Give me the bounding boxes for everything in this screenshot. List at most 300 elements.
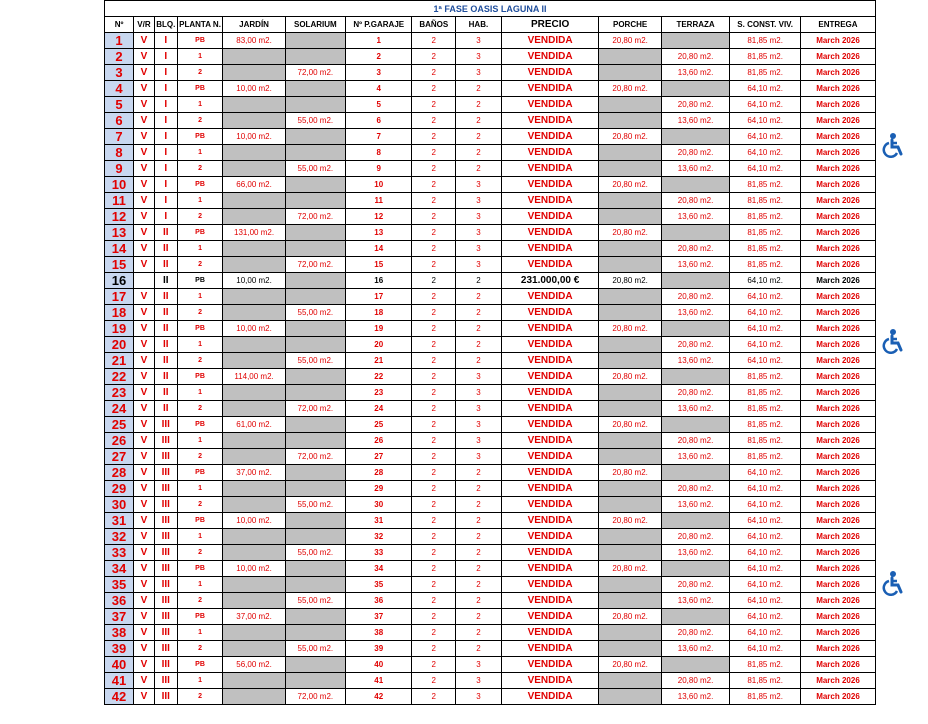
vr-cell [134, 273, 155, 289]
bedrooms-cell: 3 [456, 417, 502, 433]
unit-number: 23 [105, 385, 134, 401]
bedrooms-cell: 3 [456, 401, 502, 417]
column-header: Nº [105, 17, 134, 33]
porch-cell [599, 385, 661, 401]
bedrooms-cell: 2 [456, 497, 502, 513]
terrace-cell [661, 177, 730, 193]
table-row [105, 481, 876, 497]
floor-cell: PB [177, 465, 223, 481]
unit-number: 7 [105, 129, 134, 145]
unit-number: 40 [105, 657, 134, 673]
price-cell: VENDIDA [501, 321, 599, 337]
built-area-cell: 64,10 m2. [730, 289, 801, 305]
price-cell: VENDIDA [501, 129, 599, 145]
bedrooms-cell: 3 [456, 193, 502, 209]
unit-number: 36 [105, 593, 134, 609]
garage-cell: 7 [345, 129, 411, 145]
delivery-cell: March 2026 [800, 209, 875, 225]
built-area-cell: 81,85 m2. [730, 49, 801, 65]
vr-cell: V [134, 129, 155, 145]
unit-number: 5 [105, 97, 134, 113]
block-cell: II [154, 305, 177, 321]
floor-cell: 2 [177, 113, 223, 129]
built-area-cell: 64,10 m2. [730, 273, 801, 289]
floor-cell: 1 [177, 49, 223, 65]
block-cell: II [154, 257, 177, 273]
unit-number: 2 [105, 49, 134, 65]
terrace-cell: 13,60 m2. [661, 689, 730, 705]
unit-number: 41 [105, 673, 134, 689]
garage-cell: 26 [345, 433, 411, 449]
price-cell: VENDIDA [501, 225, 599, 241]
block-cell: I [154, 33, 177, 49]
solarium-cell [285, 481, 345, 497]
solarium-cell [285, 145, 345, 161]
solarium-cell [285, 433, 345, 449]
delivery-cell: March 2026 [800, 465, 875, 481]
porch-cell [599, 689, 661, 705]
price-cell: VENDIDA [501, 545, 599, 561]
delivery-cell: March 2026 [800, 481, 875, 497]
garage-cell: 13 [345, 225, 411, 241]
price-cell: VENDIDA [501, 97, 599, 113]
solarium-cell: 55,00 m2. [285, 305, 345, 321]
garage-cell: 6 [345, 113, 411, 129]
garden-cell [223, 433, 285, 449]
garden-cell [223, 481, 285, 497]
garage-cell: 21 [345, 353, 411, 369]
block-cell: III [154, 433, 177, 449]
solarium-cell: 55,00 m2. [285, 545, 345, 561]
delivery-cell: March 2026 [800, 625, 875, 641]
bathrooms-cell: 2 [412, 497, 456, 513]
solarium-cell: 72,00 m2. [285, 401, 345, 417]
garden-cell [223, 257, 285, 273]
bathrooms-cell: 2 [412, 673, 456, 689]
unit-number: 39 [105, 641, 134, 657]
built-area-cell: 64,10 m2. [730, 513, 801, 529]
price-cell: VENDIDA [501, 81, 599, 97]
table-row [105, 257, 876, 273]
block-cell: III [154, 657, 177, 673]
garden-cell [223, 577, 285, 593]
bedrooms-cell: 3 [456, 689, 502, 705]
bathrooms-cell: 2 [412, 369, 456, 385]
price-cell: VENDIDA [501, 257, 599, 273]
solarium-cell [285, 81, 345, 97]
block-cell: I [154, 193, 177, 209]
terrace-cell [661, 657, 730, 673]
table-row [105, 337, 876, 353]
table-row [105, 225, 876, 241]
bathrooms-cell: 2 [412, 33, 456, 49]
vr-cell: V [134, 145, 155, 161]
garden-cell: 10,00 m2. [223, 273, 285, 289]
delivery-cell: March 2026 [800, 305, 875, 321]
bedrooms-cell: 3 [456, 433, 502, 449]
unit-number: 28 [105, 465, 134, 481]
bathrooms-cell: 2 [412, 241, 456, 257]
price-cell: VENDIDA [501, 49, 599, 65]
block-cell: I [154, 49, 177, 65]
block-cell: I [154, 161, 177, 177]
garage-cell: 25 [345, 417, 411, 433]
garden-cell [223, 385, 285, 401]
terrace-cell: 20,80 m2. [661, 337, 730, 353]
terrace-cell: 13,60 m2. [661, 209, 730, 225]
built-area-cell: 81,85 m2. [730, 225, 801, 241]
vr-cell: V [134, 289, 155, 305]
garage-cell: 39 [345, 641, 411, 657]
unit-number: 20 [105, 337, 134, 353]
bedrooms-cell: 2 [456, 129, 502, 145]
bedrooms-cell: 3 [456, 33, 502, 49]
built-area-cell: 64,10 m2. [730, 353, 801, 369]
vr-cell: V [134, 465, 155, 481]
vr-cell: V [134, 561, 155, 577]
solarium-cell: 72,00 m2. [285, 257, 345, 273]
built-area-cell: 64,10 m2. [730, 113, 801, 129]
garage-cell: 33 [345, 545, 411, 561]
table-row [105, 593, 876, 609]
terrace-cell: 13,60 m2. [661, 545, 730, 561]
garden-cell: 37,00 m2. [223, 465, 285, 481]
porch-cell [599, 449, 661, 465]
porch-cell: 20,80 m2. [599, 465, 661, 481]
price-cell: VENDIDA [501, 65, 599, 81]
garden-cell: 37,00 m2. [223, 609, 285, 625]
price-cell: VENDIDA [501, 673, 599, 689]
price-cell: VENDIDA [501, 609, 599, 625]
price-cell: VENDIDA [501, 593, 599, 609]
unit-number: 27 [105, 449, 134, 465]
price-cell: VENDIDA [501, 337, 599, 353]
terrace-cell: 20,80 m2. [661, 97, 730, 113]
garden-cell [223, 209, 285, 225]
table-row [105, 97, 876, 113]
vr-cell: V [134, 369, 155, 385]
floor-cell: 2 [177, 641, 223, 657]
built-area-cell: 81,85 m2. [730, 673, 801, 689]
built-area-cell: 81,85 m2. [730, 433, 801, 449]
bathrooms-cell: 2 [412, 577, 456, 593]
built-area-cell: 81,85 m2. [730, 257, 801, 273]
bedrooms-cell: 2 [456, 161, 502, 177]
solarium-cell [285, 417, 345, 433]
block-cell: III [154, 417, 177, 433]
table-row [105, 65, 876, 81]
bedrooms-cell: 2 [456, 625, 502, 641]
bathrooms-cell: 2 [412, 449, 456, 465]
garage-cell: 29 [345, 481, 411, 497]
built-area-cell: 64,10 m2. [730, 305, 801, 321]
price-cell: VENDIDA [501, 241, 599, 257]
block-cell: II [154, 401, 177, 417]
bedrooms-cell: 2 [456, 353, 502, 369]
delivery-cell: March 2026 [800, 49, 875, 65]
garage-cell: 42 [345, 689, 411, 705]
column-header: V/R [134, 17, 155, 33]
porch-cell [599, 161, 661, 177]
vr-cell: V [134, 641, 155, 657]
porch-cell: 20,80 m2. [599, 369, 661, 385]
block-cell: III [154, 465, 177, 481]
price-cell: VENDIDA [501, 145, 599, 161]
block-cell: III [154, 625, 177, 641]
delivery-cell: March 2026 [800, 497, 875, 513]
price-cell: VENDIDA [501, 289, 599, 305]
garden-cell [223, 449, 285, 465]
price-cell: VENDIDA [501, 417, 599, 433]
vr-cell: V [134, 49, 155, 65]
block-cell: II [154, 353, 177, 369]
delivery-cell: March 2026 [800, 561, 875, 577]
unit-number: 10 [105, 177, 134, 193]
garage-cell: 32 [345, 529, 411, 545]
porch-cell [599, 545, 661, 561]
column-header: JARDÍN [223, 17, 285, 33]
unit-number: 17 [105, 289, 134, 305]
table-row [105, 497, 876, 513]
vr-cell: V [134, 545, 155, 561]
garage-cell: 19 [345, 321, 411, 337]
delivery-cell: March 2026 [800, 129, 875, 145]
bathrooms-cell: 2 [412, 689, 456, 705]
bathrooms-cell: 2 [412, 65, 456, 81]
unit-number: 26 [105, 433, 134, 449]
built-area-cell: 81,85 m2. [730, 33, 801, 49]
table-row [105, 289, 876, 305]
table-row [105, 209, 876, 225]
garden-cell: 10,00 m2. [223, 129, 285, 145]
table-row [105, 689, 876, 705]
porch-cell [599, 49, 661, 65]
vr-cell: V [134, 241, 155, 257]
terrace-cell [661, 513, 730, 529]
garage-cell: 23 [345, 385, 411, 401]
garden-cell [223, 289, 285, 305]
porch-cell [599, 289, 661, 305]
porch-cell [599, 209, 661, 225]
block-cell: III [154, 449, 177, 465]
vr-cell: V [134, 161, 155, 177]
solarium-cell [285, 177, 345, 193]
price-cell: VENDIDA [501, 353, 599, 369]
delivery-cell: March 2026 [800, 145, 875, 161]
price-cell: VENDIDA [501, 193, 599, 209]
delivery-cell: March 2026 [800, 241, 875, 257]
bathrooms-cell: 2 [412, 209, 456, 225]
porch-cell [599, 497, 661, 513]
vr-cell: V [134, 321, 155, 337]
price-cell: VENDIDA [501, 481, 599, 497]
column-header: SOLARIUM [285, 17, 345, 33]
vr-cell: V [134, 209, 155, 225]
block-cell: III [154, 609, 177, 625]
delivery-cell: March 2026 [800, 449, 875, 465]
block-cell: III [154, 689, 177, 705]
built-area-cell: 64,10 m2. [730, 481, 801, 497]
unit-number: 35 [105, 577, 134, 593]
terrace-cell: 13,60 m2. [661, 161, 730, 177]
vr-cell: V [134, 593, 155, 609]
bathrooms-cell: 2 [412, 161, 456, 177]
vr-cell: V [134, 433, 155, 449]
solarium-cell: 55,00 m2. [285, 161, 345, 177]
garden-cell [223, 497, 285, 513]
garden-cell: 10,00 m2. [223, 81, 285, 97]
delivery-cell: March 2026 [800, 177, 875, 193]
delivery-cell: March 2026 [800, 545, 875, 561]
terrace-cell: 20,80 m2. [661, 289, 730, 305]
bathrooms-cell: 2 [412, 625, 456, 641]
delivery-cell: March 2026 [800, 641, 875, 657]
floor-cell: PB [177, 225, 223, 241]
column-header: TERRAZA [661, 17, 730, 33]
terrace-cell [661, 273, 730, 289]
table-row [105, 145, 876, 161]
delivery-cell: March 2026 [800, 97, 875, 113]
bathrooms-cell: 2 [412, 305, 456, 321]
table-row [105, 401, 876, 417]
delivery-cell: March 2026 [800, 433, 875, 449]
unit-number: 25 [105, 417, 134, 433]
solarium-cell [285, 561, 345, 577]
unit-number: 30 [105, 497, 134, 513]
terrace-cell: 20,80 m2. [661, 49, 730, 65]
solarium-cell [285, 577, 345, 593]
table-row [105, 609, 876, 625]
porch-cell [599, 97, 661, 113]
solarium-cell [285, 241, 345, 257]
block-cell: III [154, 593, 177, 609]
built-area-cell: 81,85 m2. [730, 385, 801, 401]
porch-cell [599, 529, 661, 545]
porch-cell: 20,80 m2. [599, 561, 661, 577]
terrace-cell [661, 465, 730, 481]
garage-cell: 40 [345, 657, 411, 673]
delivery-cell: March 2026 [800, 81, 875, 97]
porch-cell [599, 241, 661, 257]
vr-cell: V [134, 257, 155, 273]
solarium-cell [285, 657, 345, 673]
sheet-title: 1ª FASE OASIS LAGUNA II [105, 1, 876, 17]
bathrooms-cell: 2 [412, 145, 456, 161]
terrace-cell [661, 369, 730, 385]
unit-number: 31 [105, 513, 134, 529]
terrace-cell [661, 417, 730, 433]
table-row [105, 305, 876, 321]
built-area-cell: 64,10 m2. [730, 609, 801, 625]
bedrooms-cell: 2 [456, 641, 502, 657]
terrace-cell: 13,60 m2. [661, 257, 730, 273]
terrace-cell: 20,80 m2. [661, 433, 730, 449]
delivery-cell: March 2026 [800, 289, 875, 305]
terrace-cell: 20,80 m2. [661, 625, 730, 641]
column-header: BAÑOS [412, 17, 456, 33]
solarium-cell: 55,00 m2. [285, 641, 345, 657]
porch-cell [599, 337, 661, 353]
bathrooms-cell: 2 [412, 129, 456, 145]
price-cell: VENDIDA [501, 305, 599, 321]
floor-cell: PB [177, 273, 223, 289]
floor-cell: PB [177, 609, 223, 625]
unit-number: 22 [105, 369, 134, 385]
built-area-cell: 81,85 m2. [730, 209, 801, 225]
solarium-cell [285, 609, 345, 625]
garage-cell: 16 [345, 273, 411, 289]
block-cell: III [154, 481, 177, 497]
garage-cell: 8 [345, 145, 411, 161]
porch-cell: 20,80 m2. [599, 513, 661, 529]
garage-cell: 11 [345, 193, 411, 209]
column-header: HAB. [456, 17, 502, 33]
porch-cell [599, 577, 661, 593]
bathrooms-cell: 2 [412, 49, 456, 65]
vr-cell: V [134, 689, 155, 705]
price-cell: VENDIDA [501, 401, 599, 417]
bathrooms-cell: 2 [412, 321, 456, 337]
bathrooms-cell: 2 [412, 225, 456, 241]
bedrooms-cell: 2 [456, 145, 502, 161]
table-row [105, 673, 876, 689]
porch-cell [599, 641, 661, 657]
wheelchair-icon [880, 328, 906, 354]
solarium-cell: 72,00 m2. [285, 209, 345, 225]
solarium-cell [285, 33, 345, 49]
garden-cell [223, 641, 285, 657]
solarium-cell [285, 529, 345, 545]
bedrooms-cell: 2 [456, 305, 502, 321]
floor-cell: 2 [177, 353, 223, 369]
garage-cell: 35 [345, 577, 411, 593]
solarium-cell [285, 369, 345, 385]
unit-number: 11 [105, 193, 134, 209]
garden-cell [223, 97, 285, 113]
delivery-cell: March 2026 [800, 513, 875, 529]
price-cell: VENDIDA [501, 161, 599, 177]
built-area-cell: 81,85 m2. [730, 177, 801, 193]
solarium-cell [285, 673, 345, 689]
vr-cell: V [134, 529, 155, 545]
price-cell: VENDIDA [501, 497, 599, 513]
delivery-cell: March 2026 [800, 225, 875, 241]
terrace-cell: 20,80 m2. [661, 481, 730, 497]
price-cell: VENDIDA [501, 513, 599, 529]
porch-cell: 20,80 m2. [599, 225, 661, 241]
price-cell: VENDIDA [501, 689, 599, 705]
floor-cell: 1 [177, 625, 223, 641]
bedrooms-cell: 2 [456, 81, 502, 97]
garden-cell: 131,00 m2. [223, 225, 285, 241]
solarium-cell: 72,00 m2. [285, 65, 345, 81]
floor-cell: 2 [177, 593, 223, 609]
bedrooms-cell: 3 [456, 673, 502, 689]
porch-cell [599, 625, 661, 641]
vr-cell: V [134, 97, 155, 113]
garden-cell [223, 353, 285, 369]
delivery-cell: March 2026 [800, 577, 875, 593]
bedrooms-cell: 2 [456, 545, 502, 561]
bathrooms-cell: 2 [412, 561, 456, 577]
floor-cell: 1 [177, 145, 223, 161]
unit-number: 14 [105, 241, 134, 257]
delivery-cell: March 2026 [800, 337, 875, 353]
delivery-cell: March 2026 [800, 257, 875, 273]
delivery-cell: March 2026 [800, 321, 875, 337]
vr-cell: V [134, 497, 155, 513]
bedrooms-cell: 3 [456, 225, 502, 241]
